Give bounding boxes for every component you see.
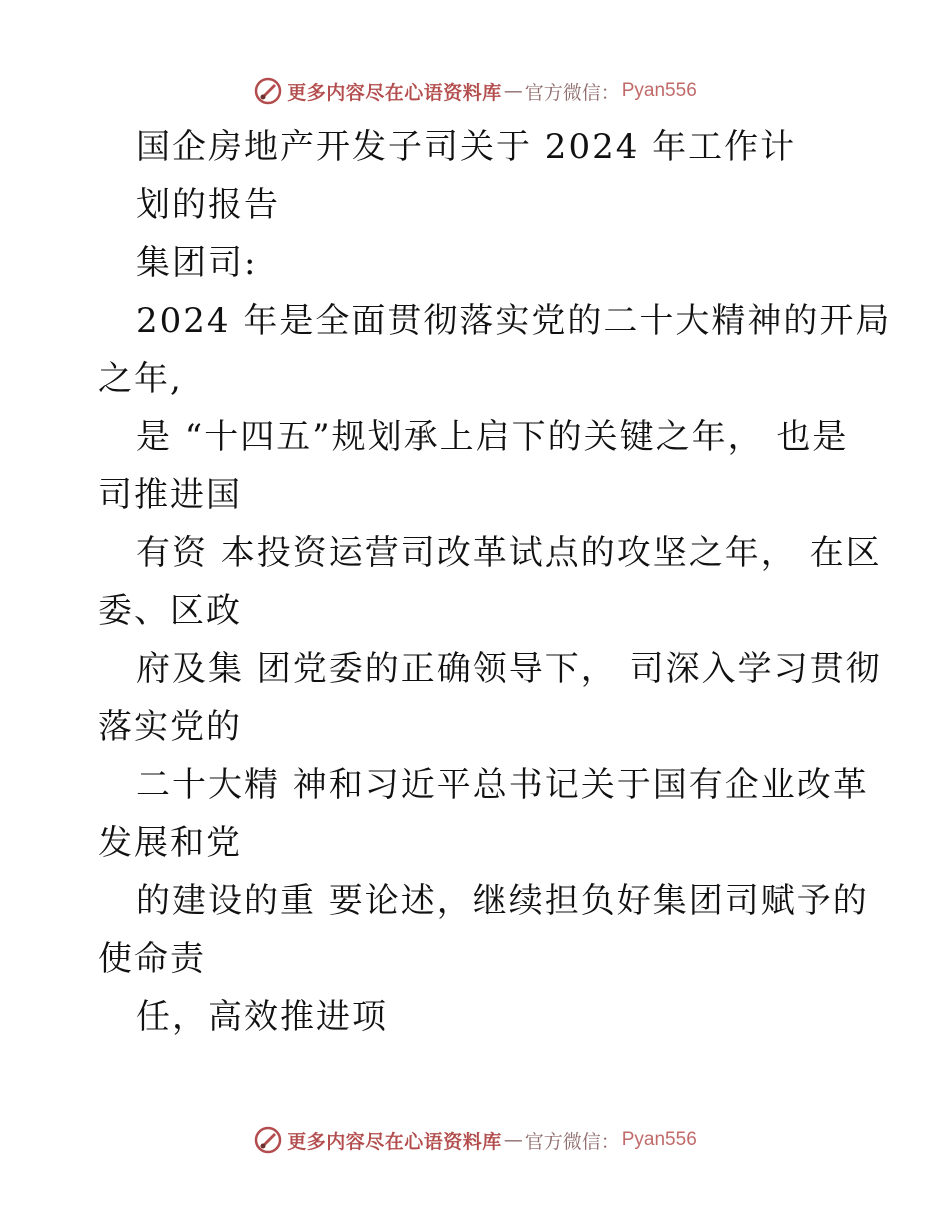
document-line: 府及集 团党委的正确领导下， 司深入学习贯彻 (136, 649, 882, 689)
document-line: 的建设的重 要论述，继续担负好集团司赋予的 (136, 881, 869, 921)
document-line: 2024 年是全面贯彻落实党的二十大精神的开局 (136, 301, 892, 341)
watermark-sub-text: 官方微信： (524, 1130, 620, 1153)
brush-logo-icon (253, 1125, 283, 1155)
header-watermark (0, 74, 950, 108)
watermark-wechat-id: Pyan556 (621, 80, 697, 101)
document-line: 发展和党 (98, 823, 242, 863)
document-line: 有资 本投资运营司改革试点的攻坚之年， 在区 (136, 533, 882, 573)
document-line: 委、区政 (98, 591, 242, 631)
watermark-main-text: 更多内容尽在心语资料库 (287, 81, 502, 104)
brush-logo-icon (253, 76, 283, 106)
watermark-dash: — (503, 1129, 523, 1151)
document-line: 之年, (98, 359, 183, 399)
document-line: 司推进国 (98, 475, 242, 515)
watermark-dash: — (503, 80, 523, 102)
document-line: 集团司: (136, 243, 258, 283)
watermark-sub-text: 官方微信： (524, 81, 620, 104)
document-line: 任，高效推进项 (136, 997, 388, 1037)
document-line: 使命责 (98, 939, 206, 979)
document-line: 国企房地产开发子司关于 2024 年工作计 (136, 127, 797, 167)
watermark-wechat-id: Pyan556 (621, 1129, 697, 1150)
document-body (98, 118, 892, 1046)
footer-watermark (0, 1123, 950, 1157)
document-line: 是 “十四五”规划承上启下的关键之年， 也是 (136, 417, 849, 457)
document-line: 二十大精 神和习近平总书记关于国有企业改革 (136, 765, 869, 805)
document-line: 落实党的 (98, 707, 242, 747)
watermark-main-text: 更多内容尽在心语资料库 (287, 1130, 502, 1153)
document-line: 划的报告 (136, 185, 280, 225)
